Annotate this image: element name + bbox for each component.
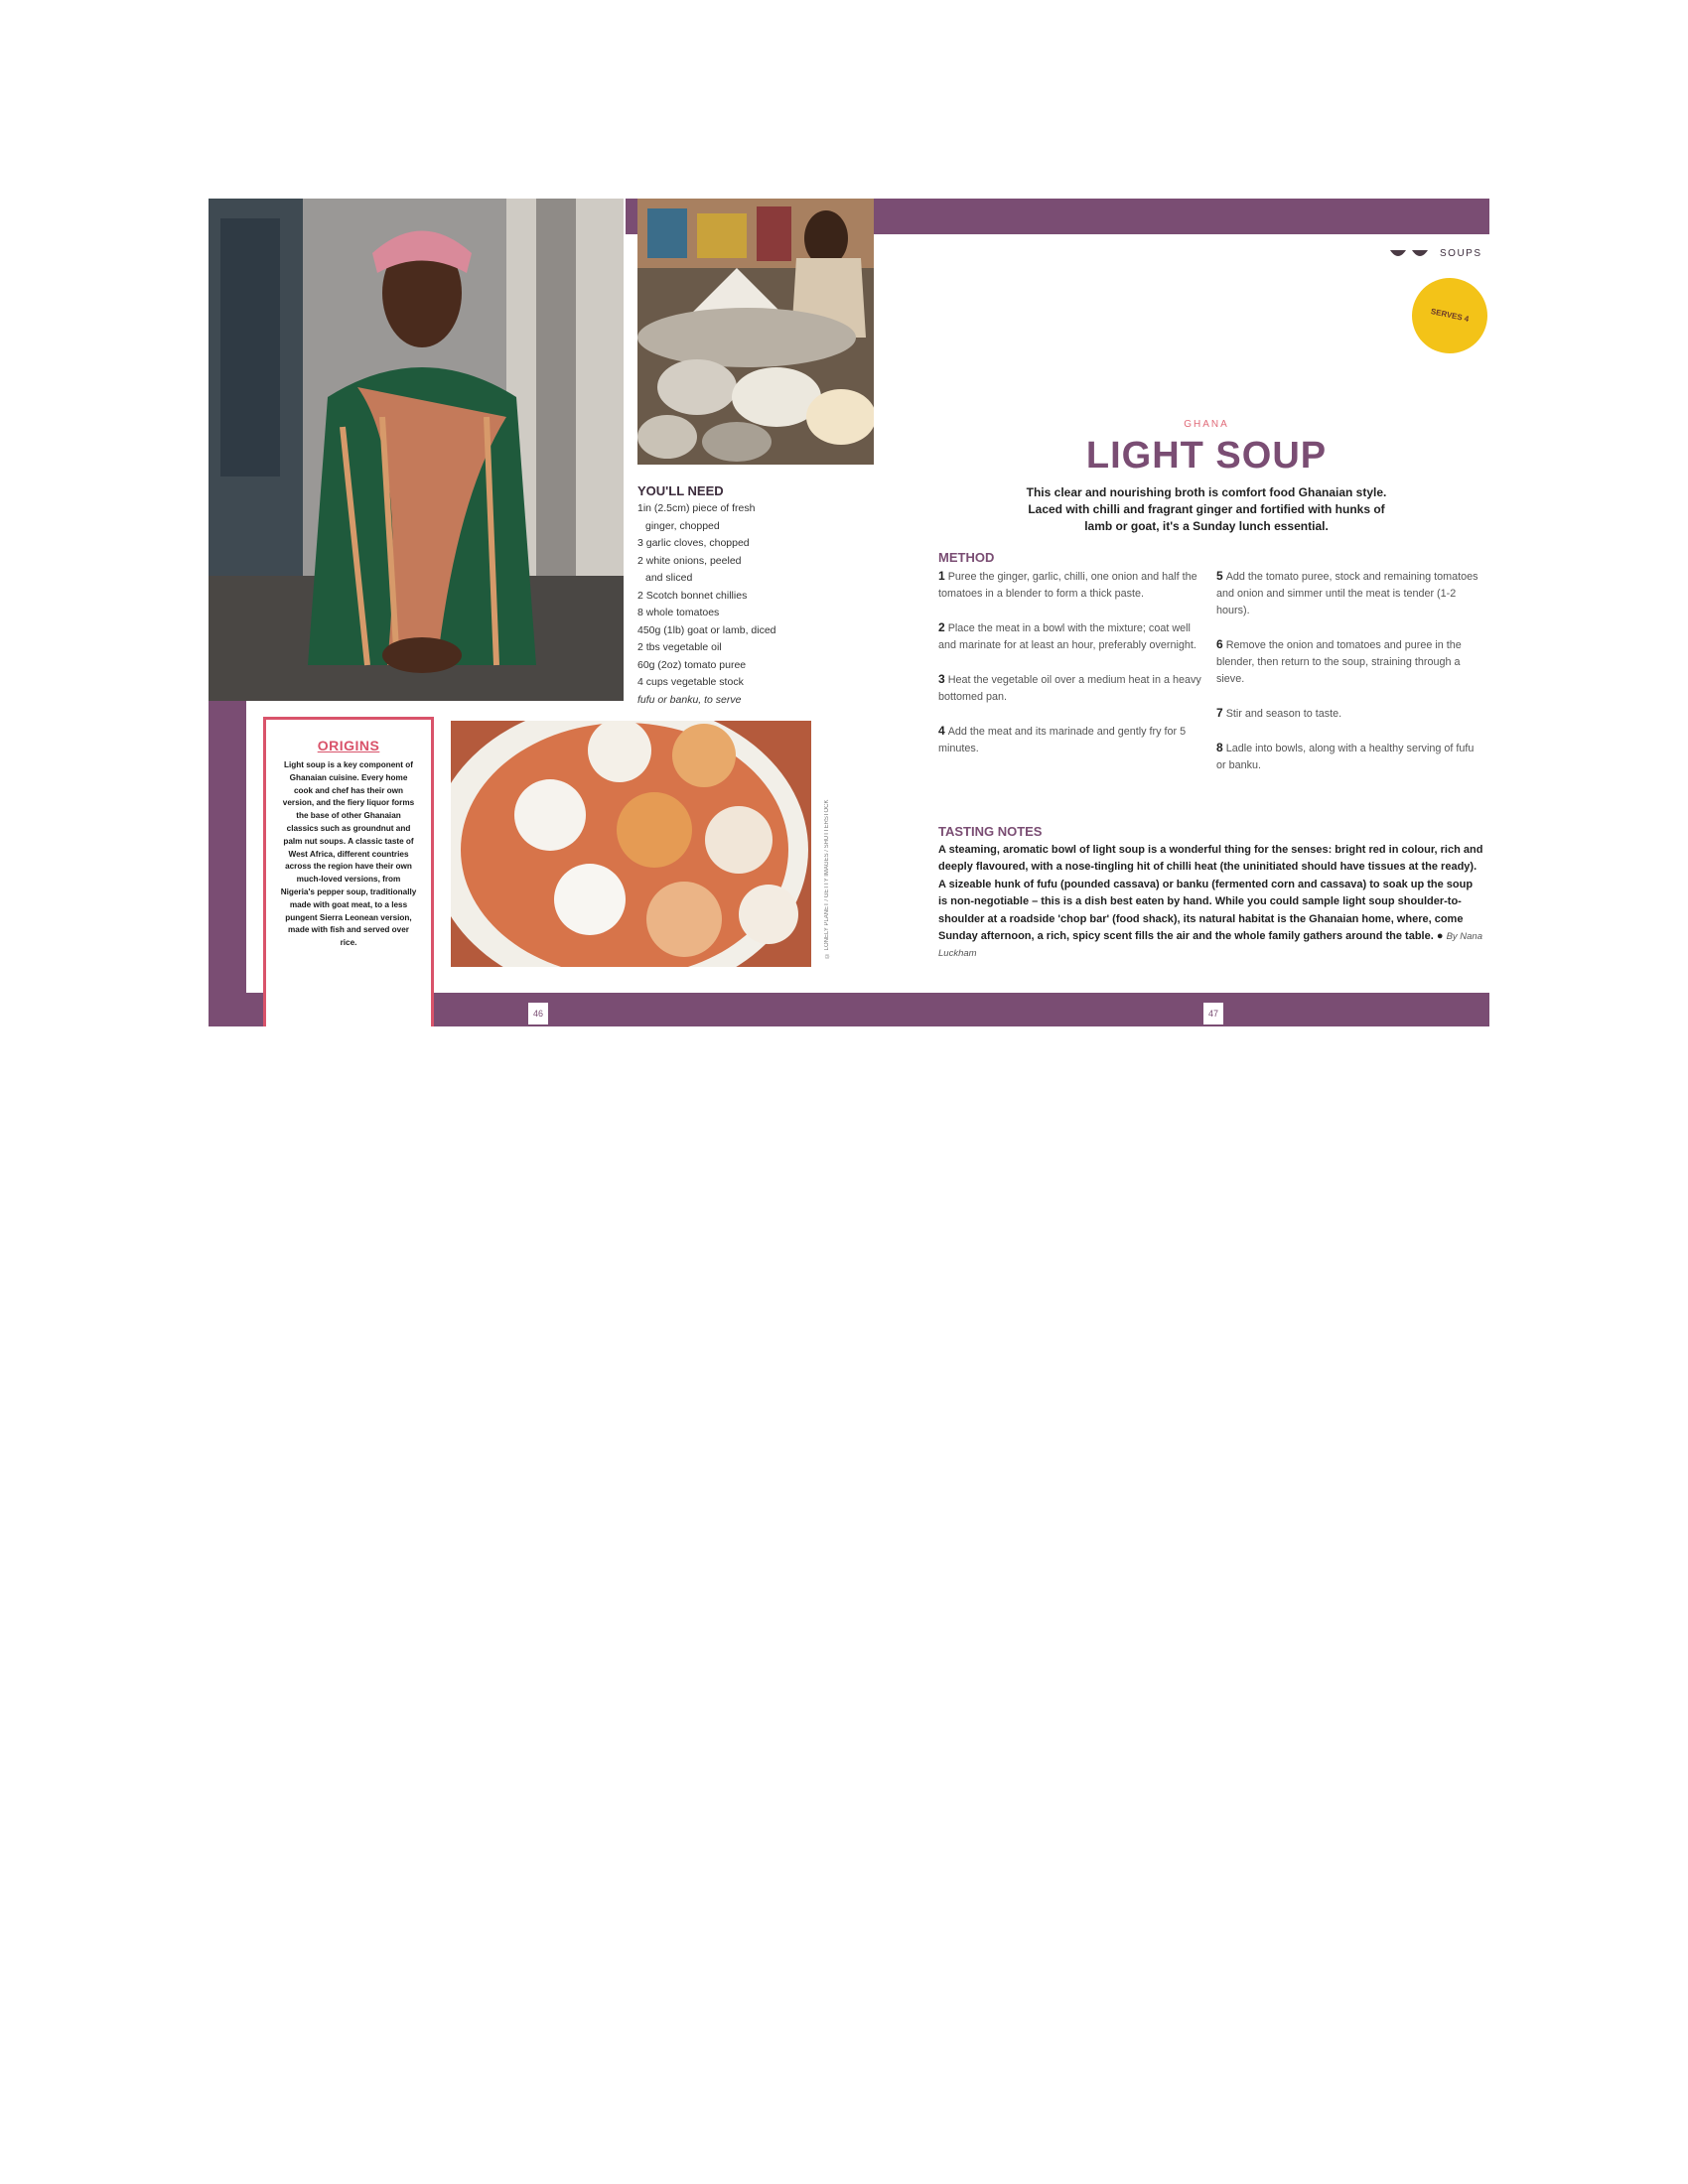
tasting-notes-heading: TASTING NOTES [938, 824, 1043, 839]
market-photo [637, 199, 874, 465]
ingredient-item: 3 garlic cloves, chopped [637, 537, 750, 549]
method-step [938, 568, 1206, 603]
step-number: 6 [1216, 637, 1223, 651]
ingredient-item: 8 whole tomatoes [637, 607, 720, 618]
method-step [1216, 740, 1484, 774]
portrait-photo [209, 199, 624, 701]
page-number-left: 46 [528, 1003, 548, 1024]
ingredients-list [637, 483, 816, 709]
tasting-notes-text: A steaming, aromatic bowl of light soup is a wonderful thing for the senses: bright red in colour, rich and deeply flavoured, with a nose-tingling hit of chilli heat (the uninitiated should have tissues at the ready). A sizeable hunk of fufu (pounded cassava) or banku (fermented corn and cassava) to soak up the soup is non-negotiable – this is a dish best eaten by hand. While you could sample light soup shoulder-to-shoulder at a roadside 'chop bar' (food shack), its natural habitat is the Ghanaian home, where, come Sunday afternoon, a rich, spicy scent fills the air and the whole family gathers around the table. [938, 844, 1483, 943]
magazine-spread [209, 199, 1489, 1026]
step-number: 7 [1216, 706, 1223, 720]
tasting-notes [938, 842, 1484, 963]
ingredient-item: 450g (1lb) goat or lamb, diced [637, 623, 776, 636]
ingredient-item: 1in (2.5cm) piece of fresh [637, 502, 756, 514]
method-step [938, 671, 1206, 706]
step-number: 5 [1216, 569, 1223, 583]
method-step [1216, 636, 1484, 688]
origins-heading: ORIGINS [317, 738, 380, 753]
step-text: Heat the vegetable oil over a medium heat in a heavy bottomed pan. [938, 674, 1201, 703]
step-text: Add the tomato puree, stock and remaining tomatoes and onion and simmer until the meat is tender (1-2 hours). [1216, 571, 1478, 616]
step-text: Puree the ginger, garlic, chilli, one onion and half the tomatoes in a blender to form a thick paste. [938, 571, 1197, 600]
ingredient-item: 2 tbs vegetable oil [637, 641, 722, 653]
end-mark-icon: ● [1436, 930, 1444, 943]
method-step [1216, 568, 1484, 619]
step-text: Place the meat in a bowl with the mixture; coat well and marinate for at least an hour, preferably overnight. [938, 622, 1196, 651]
recipe-country: GHANA [1184, 419, 1229, 430]
section-label: SOUPS [1440, 248, 1482, 259]
recipe-intro: This clear and nourishing broth is comfort food Ghanaian style. Laced with chilli and fragrant ginger and fortified with hunks of lamb or goat, it's a Sunday lunch essential. [1026, 485, 1387, 533]
step-text: Add the meat and its marinade and gently fry for 5 minutes. [938, 726, 1187, 754]
step-text: Stir and season to taste. [1225, 708, 1342, 720]
soup-photo [451, 721, 811, 967]
method-step [1216, 705, 1484, 723]
ingredients-heading: YOU'LL NEED [637, 483, 724, 498]
method-column-left [938, 568, 1206, 774]
origins-text: Light soup is a key component of Ghanaian cuisine. Every home cook and chef has their own version, and the fiery liquor forms the base of other Ghanaian classics such as groundnut and palm nut soups. A classic taste of West Africa, different countries across the region have their own much-loved versions, from Nigeria's pepper soup, traditionally made with goat meat, to a less pungent Sierra Leonean version, made with fish and served over rice. [280, 760, 417, 948]
recipe-title: LIGHT SOUP [1085, 435, 1328, 477]
ingredient-item: 60g (2oz) tomato puree [637, 658, 747, 671]
step-number: 4 [938, 724, 945, 738]
byline: By Nana Luckham [938, 931, 1482, 960]
serves-badge: SERVES 4 [1405, 271, 1489, 360]
page-number-right: 47 [1203, 1003, 1223, 1024]
step-text: Remove the onion and tomatoes and puree in the blender, then return to the soup, straining through a sieve. [1216, 639, 1462, 685]
ingredient-item: 2 white onions, peeled [637, 554, 742, 567]
method-step [938, 619, 1206, 654]
ingredient-item: 2 Scotch bonnet chillies [637, 589, 748, 602]
method-step [938, 723, 1206, 757]
step-text: Ladle into bowls, along with a healthy serving of fufu or banku. [1216, 743, 1475, 771]
ingredient-item: fufu or banku, to serve [637, 693, 742, 706]
origins-sidebar [263, 717, 434, 1026]
step-number: 2 [938, 620, 945, 634]
step-number: 1 [938, 569, 945, 583]
photo-credit: © LONELY PLANET / GETTY IMAGES / SHUTTERSTOCK [824, 799, 830, 958]
left-band [209, 701, 246, 1026]
ingredient-item: ginger, chopped [645, 519, 720, 532]
step-number: 8 [1216, 741, 1223, 754]
section-dots-icon [1388, 248, 1434, 260]
ingredient-item: 4 cups vegetable stock [637, 676, 744, 688]
method-heading: METHOD [938, 550, 995, 565]
method-column-right [1216, 568, 1484, 791]
step-number: 3 [938, 672, 945, 686]
ingredient-item: and sliced [645, 572, 693, 584]
